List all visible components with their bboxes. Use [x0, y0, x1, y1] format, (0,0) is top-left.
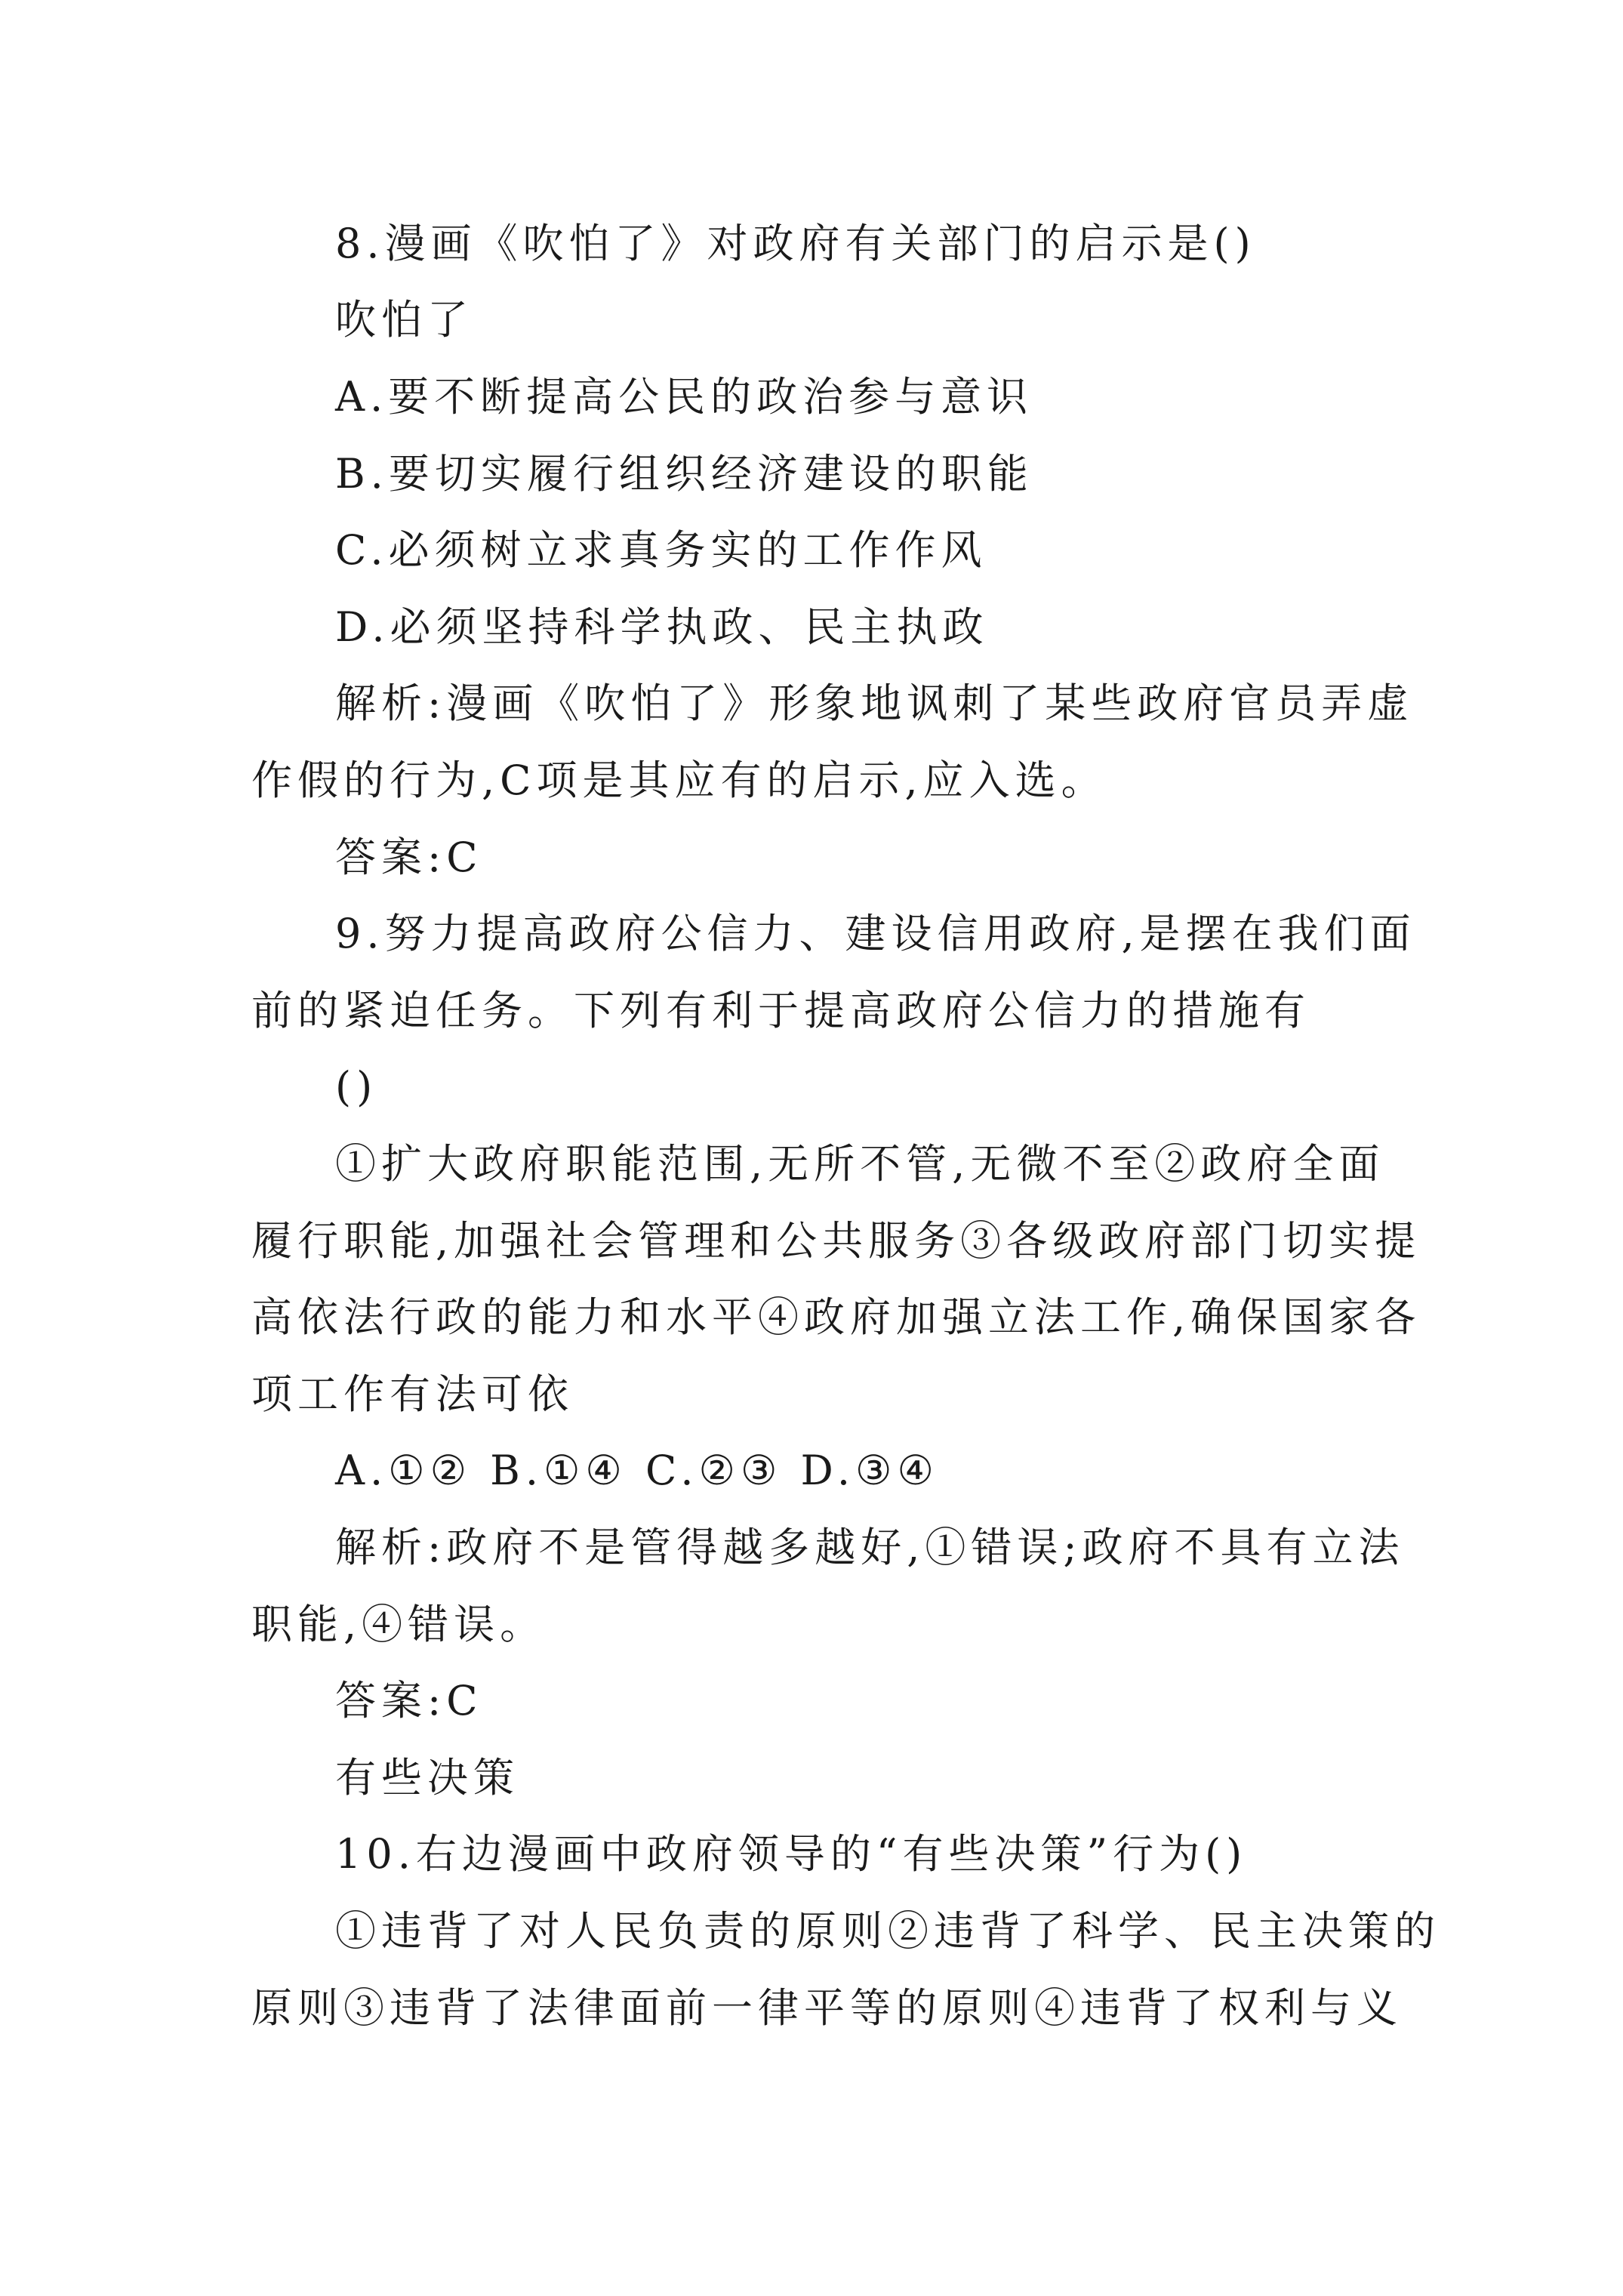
- q9-items-line-2: 履行职能,加强社会管理和公共服务③各级政府部门切实提: [251, 1217, 1421, 1265]
- q9-items-line-3: 高依法行政的能力和水平④政府加强立法工作,确保国家各: [251, 1293, 1421, 1341]
- q8-option-b: B.要切实履行组织经济建设的职能: [335, 450, 1033, 498]
- q8-analysis-line-2: 作假的行为,C项是其应有的启示,应入选。: [251, 757, 1107, 804]
- q9-answer: 答案:C: [335, 1677, 483, 1724]
- q8-option-a: A.要不断提高公民的政治参与意识: [335, 373, 1033, 421]
- q9-stem-line-1: 9.努力提高政府公信力、建设信用政府,是摆在我们面: [335, 910, 1416, 957]
- q10-items-line-2: 原则③违背了法律面前一律平等的原则④违背了权利与义: [251, 1984, 1403, 2032]
- q9-items-line-1: ①扩大政府职能范围,无所不管,无微不至②政府全面: [335, 1140, 1385, 1188]
- q8-option-c: C.必须树立求真务实的工作作风: [335, 526, 987, 574]
- q9-items-line-4: 项工作有法可依: [251, 1370, 574, 1418]
- q10-cartoon-title: 有些决策: [335, 1754, 519, 1801]
- q9-stem-line-2: 前的紧迫任务。下列有利于提高政府公信力的措施有: [251, 987, 1310, 1034]
- q8-analysis-line-1: 解析:漫画《吹怕了》形象地讽刺了某些政府官员弄虚: [335, 680, 1414, 727]
- q10-items-line-1: ①违背了对人民负责的原则②违背了科学、民主决策的: [335, 1907, 1440, 1955]
- q9-analysis-line-1: 解析:政府不是管得越多越好,①错误;政府不具有立法: [335, 1524, 1405, 1571]
- q8-option-d: D.必须坚持科学执政、民主执政: [335, 603, 989, 651]
- q9-stem-line-3: (): [335, 1063, 378, 1111]
- q9-analysis-line-2: 职能,④错误。: [251, 1601, 547, 1648]
- q9-options: A.①② B.①④ C.②③ D.③④: [335, 1447, 939, 1494]
- q10-stem: 10.右边漫画中政府领导的“有些决策”行为(): [335, 1830, 1248, 1878]
- q8-stem: 8.漫画《吹怕了》对政府有关部门的启示是(): [335, 220, 1256, 267]
- q8-answer: 答案:C: [335, 834, 483, 881]
- q8-cartoon-title: 吹怕了: [335, 296, 473, 344]
